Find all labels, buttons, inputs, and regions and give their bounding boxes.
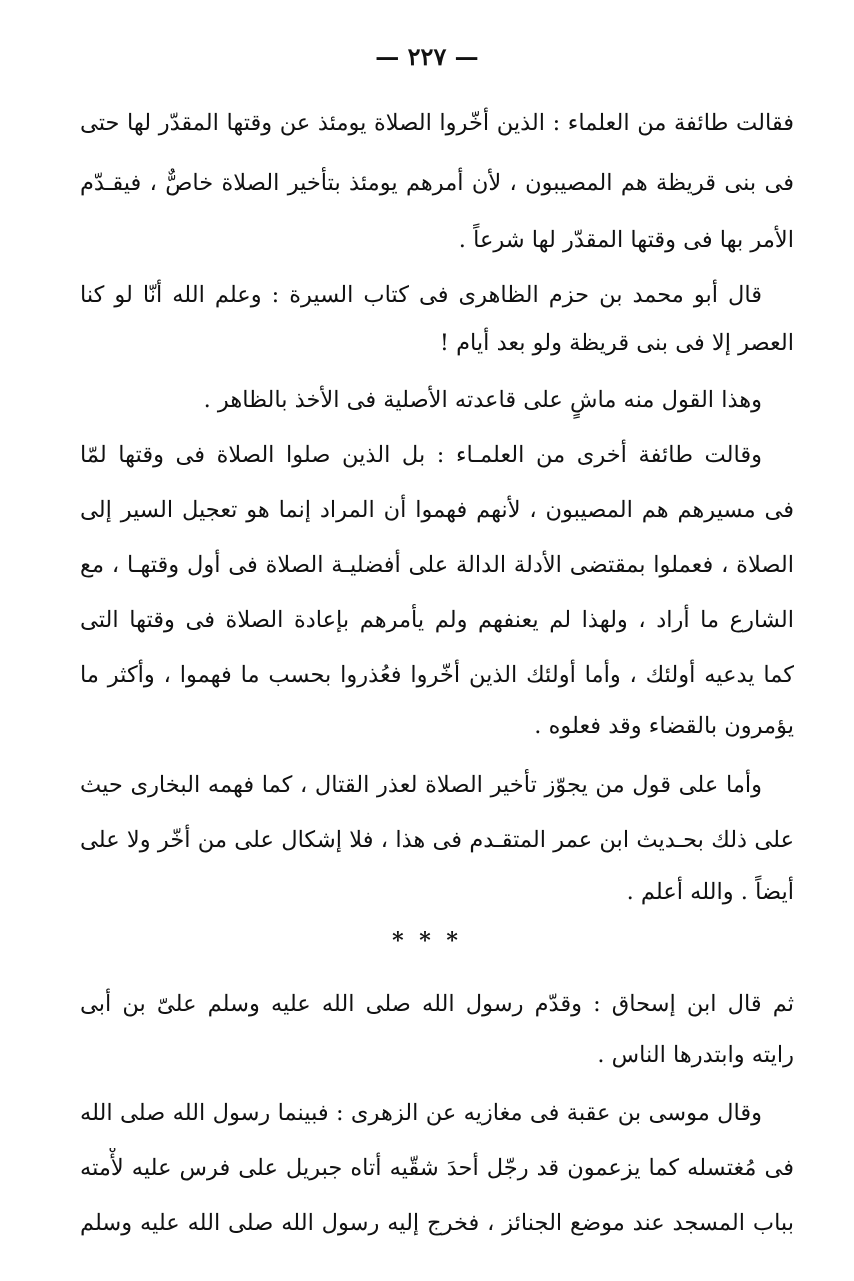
text-line: رايته وابتدرها الناس . [597,1042,794,1068]
text-line: ثم قال ابن إسحاق : وقدّم رسول الله صلى الله عليه وسلم علىّ بن أبى [80,991,794,1017]
text-line: فقالت طائفة من العلماء : الذين أخّروا الصلاة يومئذ عن وقتها المقدّر لها حتى [80,110,794,136]
text-line: أيضاً . والله أعلم . [626,879,794,905]
text-line: الشارع ما أراد ، ولهذا لم يعنفهم ولم يأمرهم بإعادة الصلاة فى وقتها التى [80,607,794,633]
text-line: فى مُغتسله كما يزعمون قد رجّل أحدَ شقّيه أتاه جبريل على فرس عليه لأْمته [80,1155,794,1181]
text-line: وقال موسى بن عقبة فى مغازيه عن الزهرى : فبينما رسول الله صلى الله [80,1100,762,1126]
text-line: الصلاة ، فعملوا بمقتضى الأدلة الدالة على أفضليـة الصلاة فى أول وقتهـا ، مع [80,552,794,578]
text-line: قال أبو محمد بن حزم الظاهرى فى كتاب السيرة : وعلم الله أنّا لو كنا [80,282,762,308]
text-line: الأمر بها فى وقتها المقدّر لها شرعاً . [458,227,794,253]
page-number: — ٢٢٧ — [375,42,479,71]
text-line: فى مسيرهم هم المصيبون ، لأنهم فهموا أن المراد إنما هو تعجيل السير إلى [80,497,794,523]
section-separator: * * * [392,928,462,954]
text-line: على ذلك بحـديث ابن عمر المتقـدم فى هذا ، فلا إشكال على من أخّر ولا على [80,827,794,853]
text-line: وهذا القول منه ماشٍ على قاعدته الأصلية فى الأخذ بالظاهر . [203,387,762,413]
text-line: يؤمرون بالقضاء وقد فعلوه . [534,713,794,739]
text-line: وقالت طائفة أخرى من العلمـاء : بل الذين صلوا الصلاة فى وقتها لمّا [80,442,762,468]
text-line: فى بنى قريظة هم المصيبون ، لأن أمرهم يومئذ بتأخير الصلاة خاصٌّ ، فيقـدّم [80,170,794,196]
text-line: كما يدعيه أولئك ، وأما أولئك الذين أخّروا فعُذروا بحسب ما فهموا ، وأكثر ما [80,662,794,688]
text-line: وأما على قول من يجوّز تأخير الصلاة لعذر القتال ، كما فهمه البخارى حيث [80,772,762,798]
text-line: بباب المسجد عند موضع الجنائز ، فخرج إليه رسول الله صلى الله عليه وسلم [80,1210,794,1236]
text-line: العصر إلا فى بنى قريظة ولو بعد أيام ! [439,330,794,356]
